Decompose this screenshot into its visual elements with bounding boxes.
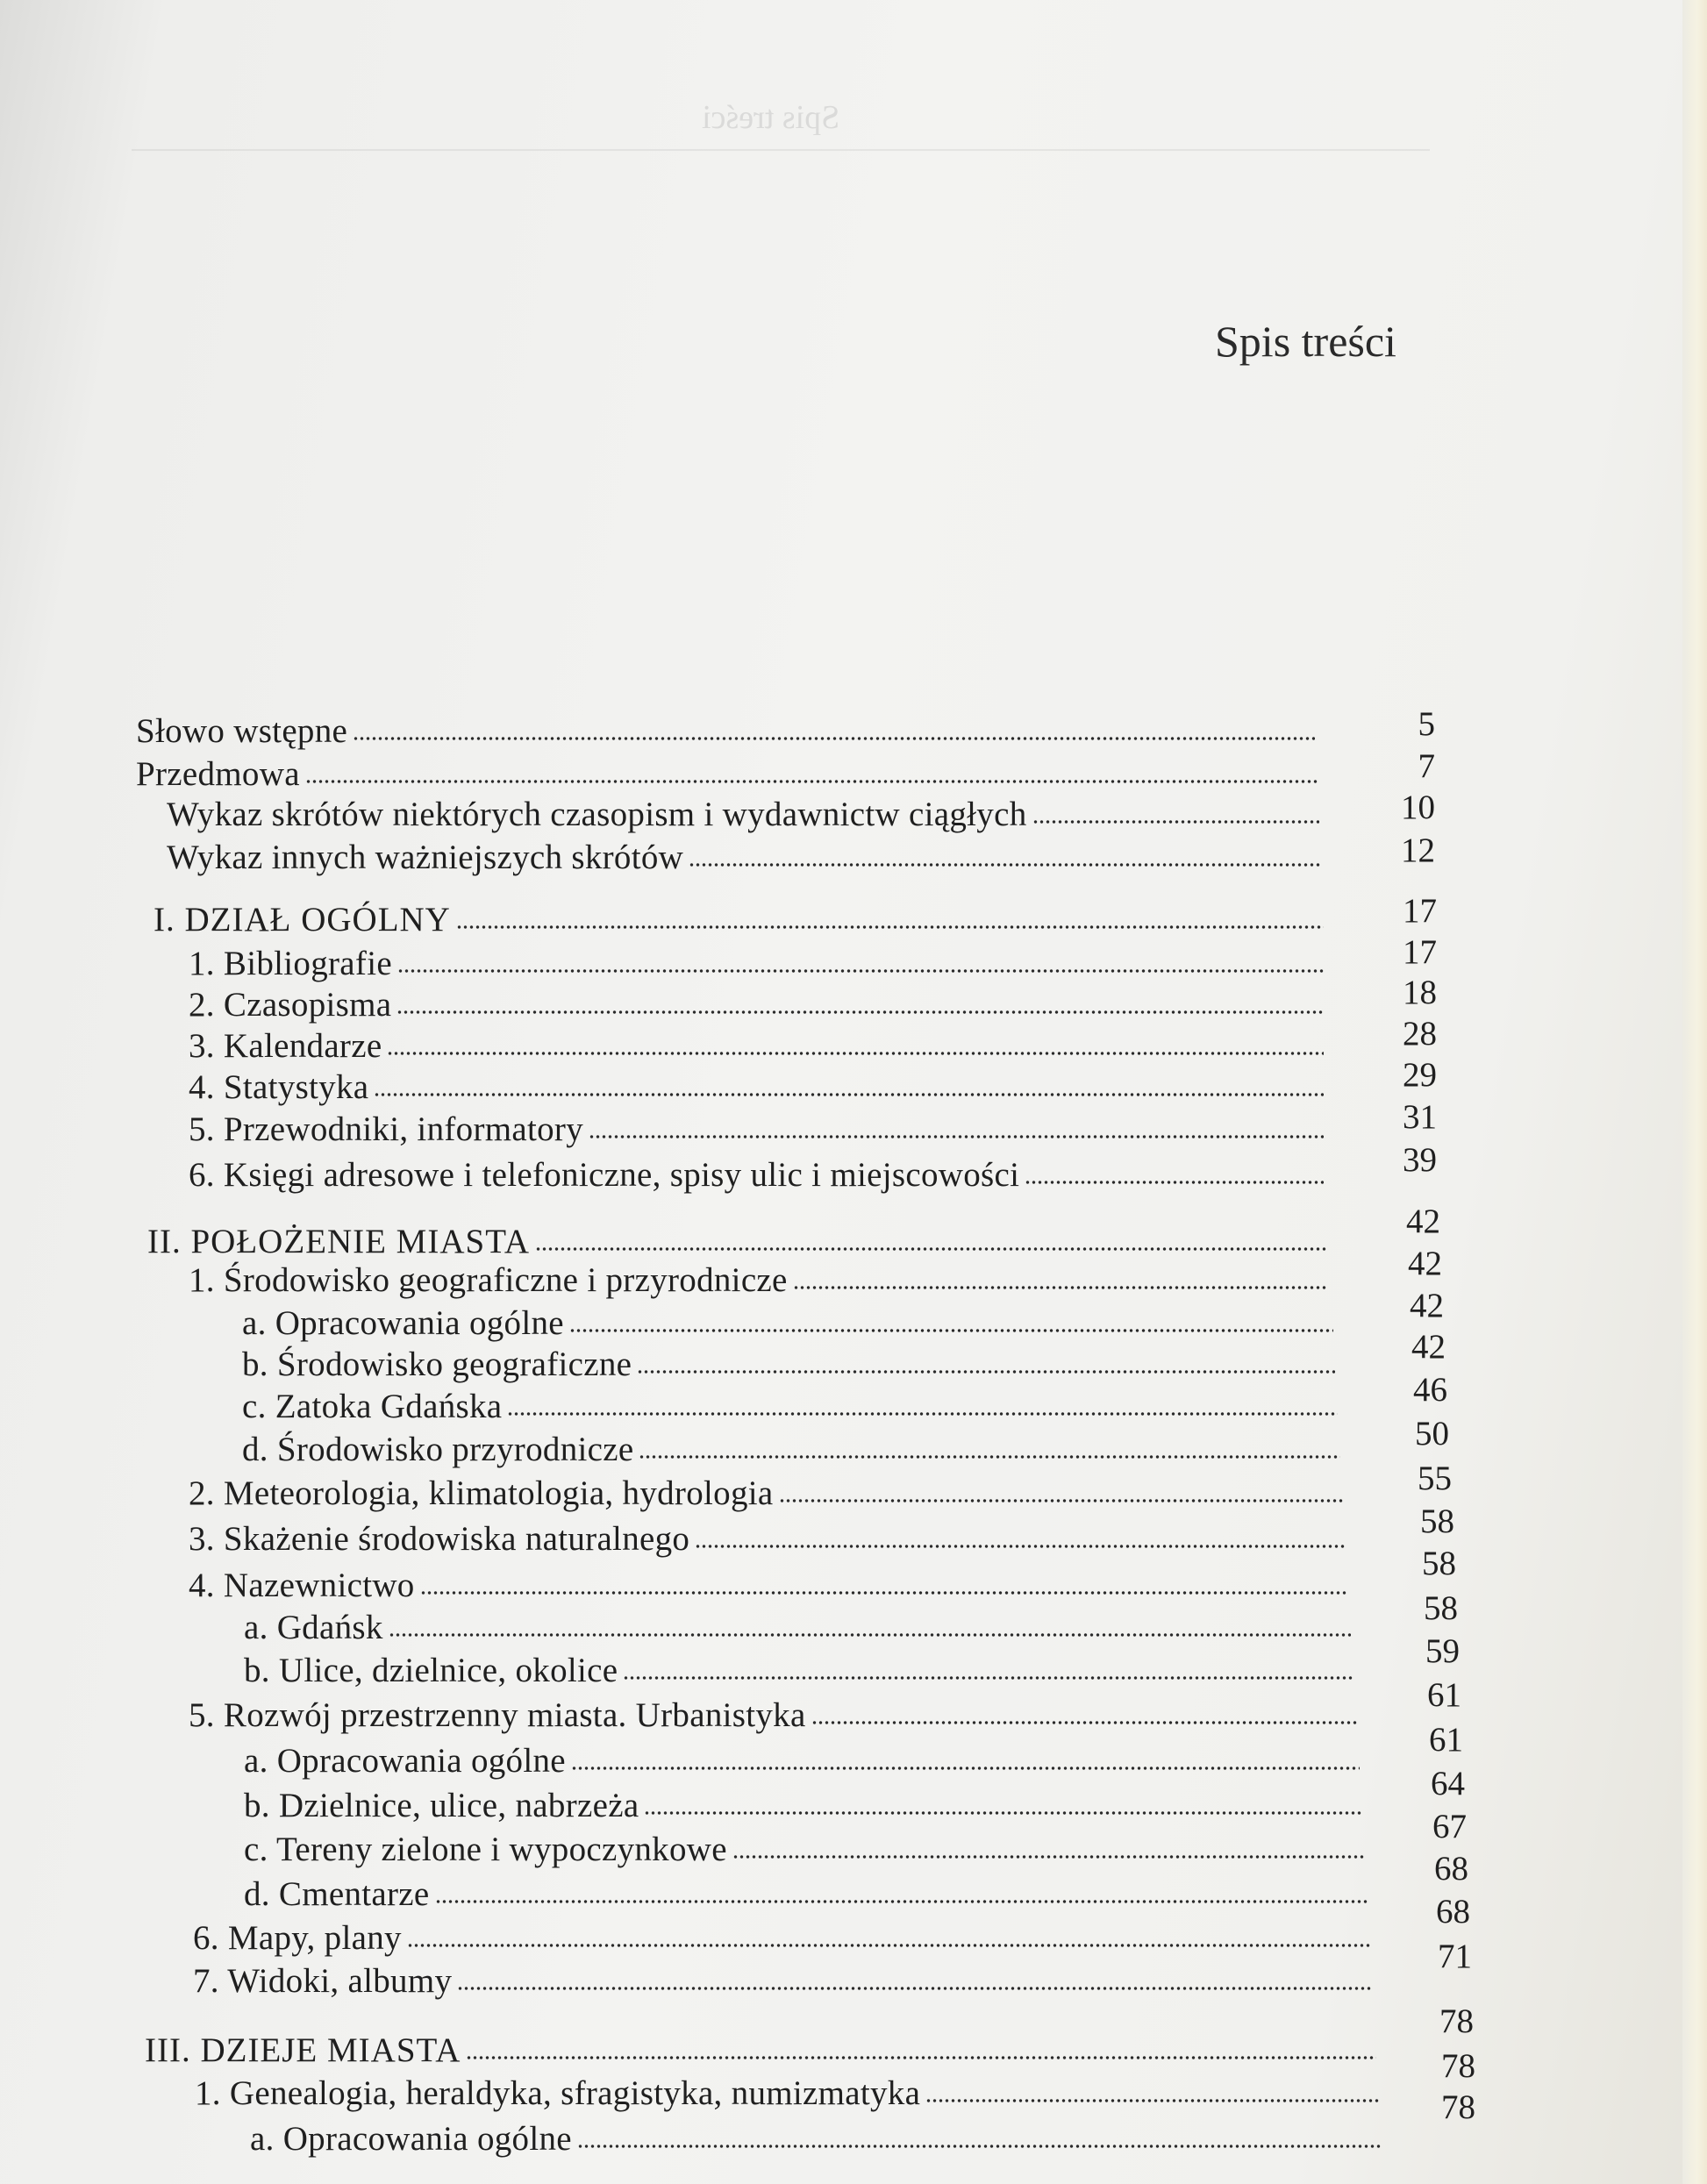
toc-entry-page: 67 bbox=[1432, 1808, 1467, 1845]
toc-entry-label: b. Środowisko geograficzne bbox=[242, 1345, 632, 1383]
toc-entry-label: 7. Widoki, albumy bbox=[193, 1962, 453, 2000]
dot-leader bbox=[305, 776, 1319, 787]
toc-entry-label: II. POŁOŻENIE MIASTA bbox=[147, 1223, 531, 1260]
toc-section-dzial-ogolny bbox=[154, 900, 1329, 940]
toc-entry-statystyka bbox=[189, 1067, 1329, 1108]
toc-entry-page: 42 bbox=[1410, 1287, 1444, 1324]
toc-entry-label: Przedmowa bbox=[136, 755, 300, 793]
toc-entry-page: 64 bbox=[1431, 1765, 1465, 1802]
dot-leader bbox=[535, 1244, 1326, 1254]
toc-entry-label: 6. Mapy, plany bbox=[193, 1919, 402, 1957]
dot-leader bbox=[507, 1409, 1338, 1419]
toc-entry-label: 6. Księgi adresowe i telefoniczne, spisy ulic i miejscowości bbox=[189, 1156, 1020, 1194]
toc-entry-page: 29 bbox=[1403, 1056, 1437, 1094]
toc-entry-wykaz-innych-skrotow bbox=[167, 838, 1326, 878]
toc-entry-label: d. Środowisko przyrodnicze bbox=[242, 1431, 634, 1468]
toc-entry-label: a. Opracowania ogólne bbox=[242, 1304, 564, 1342]
toc-entry-label: 4. Statystyka bbox=[189, 1068, 369, 1106]
page-edge bbox=[1682, 0, 1707, 2184]
dot-leader bbox=[466, 2052, 1376, 2063]
toc-entry-page: 50 bbox=[1415, 1415, 1449, 1452]
dot-leader bbox=[374, 1089, 1324, 1100]
toc-entry-page: 42 bbox=[1408, 1245, 1442, 1282]
toc-entry-label: a. Gdańsk bbox=[244, 1609, 383, 1646]
toc-entry-ksiegi-adresowe bbox=[189, 1155, 1329, 1195]
dot-leader bbox=[577, 2141, 1382, 2152]
toc-entry-nazewnictwo bbox=[189, 1566, 1353, 1606]
dot-leader bbox=[396, 1007, 1324, 1017]
toc-entry-page: 61 bbox=[1427, 1676, 1461, 1714]
dot-leader bbox=[639, 1452, 1340, 1462]
toc-entry-label: III. DZIEJE MIASTA bbox=[145, 2031, 461, 2069]
toc-entry-genealogia bbox=[195, 2073, 1384, 2114]
toc-entry-opracowania-ogolne-1 bbox=[242, 1303, 1339, 1344]
toc-entry-page: 18 bbox=[1403, 974, 1437, 1011]
toc-entry-slowo-wstepne bbox=[136, 711, 1320, 752]
toc-entry-label: 1. Bibliografie bbox=[189, 945, 392, 982]
dot-leader bbox=[1032, 817, 1319, 827]
toc-entry-label: c. Zatoka Gdańska bbox=[242, 1388, 503, 1425]
dot-leader bbox=[387, 1048, 1324, 1059]
dot-leader bbox=[1025, 1177, 1324, 1188]
toc-entry-page: 59 bbox=[1425, 1632, 1460, 1670]
toc-entry-skazenie-srodowiska bbox=[189, 1519, 1351, 1559]
dot-leader bbox=[623, 1673, 1353, 1683]
toc-entry-page: 28 bbox=[1403, 1015, 1437, 1053]
toc-entry-label: 2. Meteorologia, klimatologia, hydrologia bbox=[189, 1474, 774, 1512]
toc-entry-page: 39 bbox=[1403, 1141, 1437, 1179]
toc-entry-page: 58 bbox=[1424, 1589, 1458, 1627]
toc-entry-dzielnice-ulice-nabrzeza bbox=[244, 1786, 1368, 1826]
toc-entry-label: 1. Genealogia, heraldyka, sfragistyka, numizmatyka bbox=[195, 2074, 921, 2112]
dot-leader bbox=[353, 733, 1315, 744]
toc-entry-wykaz-skrotow-czasopism bbox=[167, 795, 1325, 835]
show-through-header: Spis treści bbox=[702, 99, 840, 136]
toc-entry-label: I. DZIAŁ OGÓLNY bbox=[154, 901, 451, 939]
dot-leader bbox=[689, 860, 1321, 870]
dot-leader bbox=[779, 1495, 1343, 1506]
dot-leader bbox=[397, 966, 1324, 976]
toc-section-polozenie-miasta bbox=[147, 1222, 1332, 1262]
dot-leader bbox=[732, 1852, 1365, 1862]
toc-entry-label: 3. Skażenie środowiska naturalnego bbox=[189, 1520, 690, 1558]
toc-entry-label: 5. Przewodniki, informatory bbox=[189, 1110, 584, 1148]
toc-entry-zatoka-gdanska bbox=[242, 1387, 1343, 1427]
toc-entry-page: 68 bbox=[1436, 1893, 1470, 1931]
dot-leader bbox=[435, 1896, 1368, 1907]
toc-entry-kalendarze bbox=[189, 1026, 1329, 1067]
toc-entry-page: 17 bbox=[1403, 933, 1437, 971]
toc-entry-label: d. Cmentarze bbox=[244, 1875, 430, 1913]
toc-entry-tereny-zielone bbox=[244, 1830, 1370, 1870]
page-title: Spis treści bbox=[1215, 317, 1396, 366]
toc-entry-label: c. Tereny zielone i wypoczynkowe bbox=[244, 1831, 727, 1868]
toc-entry-label: b. Dzielnice, ulice, nabrzeża bbox=[244, 1787, 639, 1824]
toc-entry-page: 31 bbox=[1403, 1098, 1437, 1136]
toc-entry-page: 78 bbox=[1439, 2002, 1474, 2040]
dot-leader bbox=[637, 1367, 1335, 1377]
toc-entry-przewodniki bbox=[189, 1110, 1329, 1150]
toc-entry-przedmowa bbox=[136, 754, 1325, 795]
toc-entry-rozwoj-przestrzenny bbox=[189, 1695, 1362, 1736]
toc-entry-page: 55 bbox=[1418, 1460, 1452, 1497]
toc-entry-page: 61 bbox=[1429, 1721, 1463, 1759]
toc-entry-label: b. Ulice, dzielnice, okolice bbox=[244, 1652, 618, 1689]
dot-leader bbox=[925, 2095, 1379, 2106]
toc-entry-page: 42 bbox=[1411, 1328, 1446, 1366]
dot-leader bbox=[589, 1131, 1324, 1142]
toc-entry-meteorologia bbox=[189, 1474, 1348, 1514]
toc-entry-page: 17 bbox=[1403, 892, 1437, 930]
toc-entry-srodowisko-geograficzne-przyrodnicze bbox=[189, 1260, 1333, 1301]
toc-entry-page: 78 bbox=[1441, 2047, 1475, 2085]
toc-entry-label: 2. Czasopisma bbox=[189, 986, 392, 1024]
dot-leader bbox=[456, 922, 1324, 932]
toc-entry-label: 3. Kalendarze bbox=[189, 1027, 382, 1065]
toc-entry-widoki-albumy bbox=[193, 1961, 1377, 2002]
toc-entry-label: Wykaz innych ważniejszych skrótów bbox=[167, 839, 684, 876]
dot-leader bbox=[695, 1541, 1346, 1552]
toc-entry-page: 5 bbox=[1418, 705, 1435, 743]
toc-entry-page: 78 bbox=[1441, 2088, 1475, 2126]
dot-leader bbox=[457, 1983, 1372, 1994]
toc-entry-bibliografie bbox=[189, 944, 1329, 984]
toc-section-dzieje-miasta bbox=[145, 2031, 1382, 2071]
toc-entry-mapy-plany bbox=[193, 1918, 1375, 1959]
toc-entry-label: 4. Nazewnictwo bbox=[189, 1567, 415, 1604]
toc-entry-page: 68 bbox=[1434, 1850, 1468, 1888]
toc-entry-page: 10 bbox=[1401, 789, 1435, 826]
toc-entry-label: 5. Rozwój przestrzenny miasta. Urbanistyka bbox=[189, 1696, 806, 1734]
toc-entry-label: Wykaz skrótów niektórych czasopism i wydawnictw ciągłych bbox=[167, 796, 1027, 833]
dot-leader bbox=[571, 1763, 1360, 1774]
dot-leader bbox=[793, 1282, 1328, 1293]
toc-entry-ulice-dzielnice-okolice bbox=[244, 1651, 1359, 1691]
toc-entry-srodowisko-przyrodnicze bbox=[242, 1430, 1346, 1470]
toc-entry-label: a. Opracowania ogólne bbox=[244, 1742, 566, 1780]
dot-leader bbox=[644, 1808, 1362, 1818]
dot-leader bbox=[811, 1717, 1357, 1728]
dot-leader bbox=[420, 1588, 1348, 1598]
toc-entry-page: 42 bbox=[1406, 1203, 1440, 1240]
toc-entry-page: 58 bbox=[1420, 1502, 1454, 1540]
toc-entry-cmentarze bbox=[244, 1874, 1373, 1915]
dot-leader bbox=[569, 1325, 1333, 1336]
toc-entry-label: 1. Środowisko geograficzne i przyrodnicze bbox=[189, 1261, 788, 1299]
toc-entry-page: 46 bbox=[1413, 1371, 1447, 1409]
toc-entry-srodowisko-geograficzne bbox=[242, 1345, 1340, 1385]
toc-entry-page: 12 bbox=[1401, 831, 1435, 869]
dot-leader bbox=[407, 1940, 1370, 1951]
toc-entry-gdansk bbox=[244, 1608, 1356, 1648]
toc-entry-label: a. Opracowania ogólne bbox=[250, 2120, 572, 2158]
toc-entry-page: 71 bbox=[1438, 1938, 1472, 1975]
toc-entry-page: 58 bbox=[1422, 1545, 1456, 1582]
toc-entry-label: Słowo wstępne bbox=[136, 712, 348, 750]
toc-entry-page: 7 bbox=[1418, 747, 1435, 785]
toc-entry-opracowania-ogolne-3 bbox=[250, 2119, 1387, 2159]
toc-entry-opracowania-ogolne-2 bbox=[244, 1741, 1365, 1781]
toc-entry-czasopisma bbox=[189, 985, 1329, 1025]
dot-leader bbox=[389, 1630, 1351, 1640]
